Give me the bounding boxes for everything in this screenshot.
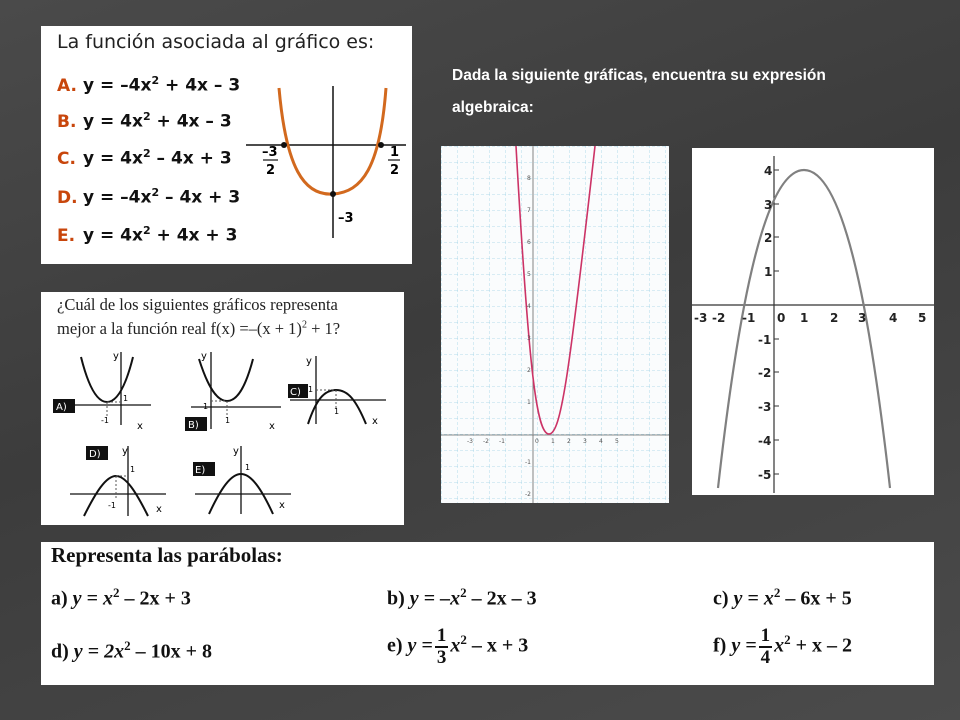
svg-text:-5: -5: [758, 468, 772, 482]
svg-text:6: 6: [527, 239, 531, 246]
parabola-a: a) $y = x^2 - 2x + 3$: [51, 585, 191, 610]
instruction-line-2: algebraica:: [452, 99, 534, 116]
svg-text:y: y: [233, 446, 239, 457]
option-e: E. $y = 4x^2 + 4x + 3$: [57, 224, 238, 246]
label-one: 1: [390, 145, 400, 160]
parabola-e: e) y = $\frac{1}{3}$ $x^2 - x + 3$: [387, 625, 529, 668]
svg-text:2: 2: [764, 231, 773, 245]
graph-a-tag: A): [56, 402, 67, 413]
option-d: D. $y = -4x^2 - 4x + 3$: [57, 186, 241, 208]
svg-text:4: 4: [764, 164, 773, 178]
option-a: A. $y = -4x^2 + 4x - 3$: [57, 74, 241, 96]
svg-text:1: 1: [123, 394, 129, 403]
svg-text:1: 1: [334, 407, 340, 416]
svg-text:-1: -1: [742, 311, 756, 325]
svg-text:1: 1: [203, 402, 209, 411]
parabola-c: c) $y = x^2 - 6x + 5$: [713, 585, 852, 610]
instruction-text: [452, 60, 922, 124]
svg-text:4: 4: [599, 438, 603, 445]
svg-text:-3: -3: [694, 311, 708, 325]
grid-parabola-panel: [441, 146, 669, 503]
svg-text:7: 7: [527, 207, 531, 214]
y-intercept-point: [330, 191, 336, 197]
svg-text:-1: -1: [499, 438, 505, 445]
label-neg-three-y: –3: [338, 211, 354, 226]
option-graph-a: [51, 347, 161, 432]
graph-c-tag: C): [290, 387, 301, 398]
option-b: B. $y = 4x^2 + 4x - 3$: [57, 110, 232, 132]
svg-text:5: 5: [918, 311, 927, 325]
svg-text:5: 5: [615, 438, 619, 445]
svg-text:-3: -3: [467, 438, 473, 445]
option-graph-e: [191, 442, 301, 522]
svg-text:1: 1: [527, 399, 531, 406]
svg-text:2: 2: [830, 311, 839, 325]
svg-text:-4: -4: [758, 434, 772, 448]
option-graph-c: [286, 352, 396, 432]
root-left: [281, 142, 287, 148]
down-parabola-graph: [692, 148, 934, 495]
mc-function-panel: [41, 26, 412, 264]
graph-e-tag: E): [195, 465, 206, 476]
svg-text:-1: -1: [525, 459, 531, 466]
svg-text:1: 1: [130, 465, 136, 474]
label-neg-three: –3: [262, 145, 278, 160]
grid-parabola-graph: [441, 146, 669, 503]
svg-text:1: 1: [800, 311, 809, 325]
parabola-b: b) $y = -x^2 - 2x - 3$: [387, 585, 537, 610]
svg-text:-1: -1: [758, 333, 772, 347]
parabola-d: d) $y = 2x^2 - 10x + 8$: [51, 638, 212, 663]
svg-text:4: 4: [527, 303, 531, 310]
svg-text:3: 3: [583, 438, 587, 445]
svg-text:-2: -2: [758, 366, 772, 380]
svg-text:2: 2: [567, 438, 571, 445]
option-c: C. $y = 4x^2 - 4x + 3$: [57, 147, 232, 169]
svg-text:y: y: [113, 351, 119, 362]
parabola-f: f) y = $\frac{1}{4}$ $x^2 + x - 2$: [713, 625, 853, 668]
svg-text:-1: -1: [108, 501, 116, 510]
svg-text:y: y: [306, 356, 312, 367]
mc-parabola-graph: [244, 78, 410, 264]
svg-text:0: 0: [535, 438, 539, 445]
svg-text:0: 0: [777, 311, 786, 325]
svg-text:3: 3: [764, 198, 773, 212]
svg-text:x: x: [269, 421, 275, 432]
svg-text:x: x: [372, 416, 378, 427]
svg-text:8: 8: [527, 175, 531, 182]
svg-text:-2: -2: [483, 438, 489, 445]
svg-text:1: 1: [225, 416, 231, 425]
svg-text:5: 5: [527, 271, 531, 278]
svg-text:1: 1: [308, 385, 314, 394]
svg-text:-3: -3: [758, 400, 772, 414]
down-parabola-panel: [692, 148, 934, 495]
question-line-2: mejor a la función real $f(x) =-(x + 1)^2 + 1$?: [57, 319, 341, 338]
svg-text:3: 3: [527, 335, 531, 342]
svg-text:1: 1: [764, 265, 773, 279]
label-two: 2: [266, 163, 276, 178]
svg-text:x: x: [137, 421, 143, 432]
option-graph-d: [66, 442, 176, 522]
svg-text:-2: -2: [525, 491, 531, 498]
svg-text:-2: -2: [712, 311, 726, 325]
svg-text:x: x: [279, 500, 285, 511]
svg-text:2: 2: [527, 367, 531, 374]
gray-parabola: [718, 170, 890, 488]
root-right: [378, 142, 384, 148]
svg-text:1: 1: [551, 438, 555, 445]
mc-title: La función asociada al gráfico es:: [57, 31, 375, 53]
graph-d-tag: D): [89, 449, 101, 460]
graph-b-tag: B): [188, 420, 199, 431]
represent-panel: [41, 542, 934, 685]
svg-text:4: 4: [889, 311, 898, 325]
question-line-1: ¿Cuál de los siguientes gráficos representa: [57, 295, 338, 314]
svg-text:3: 3: [858, 311, 867, 325]
which-graph-panel: [41, 292, 404, 525]
svg-text:y: y: [122, 446, 128, 457]
svg-text:x: x: [156, 504, 162, 515]
label-two-right: 2: [390, 163, 400, 178]
option-graph-b: [181, 347, 291, 437]
represent-title: Representa las parábolas:: [51, 543, 283, 567]
svg-text:1: 1: [245, 463, 251, 472]
svg-text:-1: -1: [101, 416, 109, 425]
instruction-line-1: Dada la siguiente gráficas, encuentra su expresión: [452, 67, 826, 84]
svg-text:y: y: [201, 351, 207, 362]
